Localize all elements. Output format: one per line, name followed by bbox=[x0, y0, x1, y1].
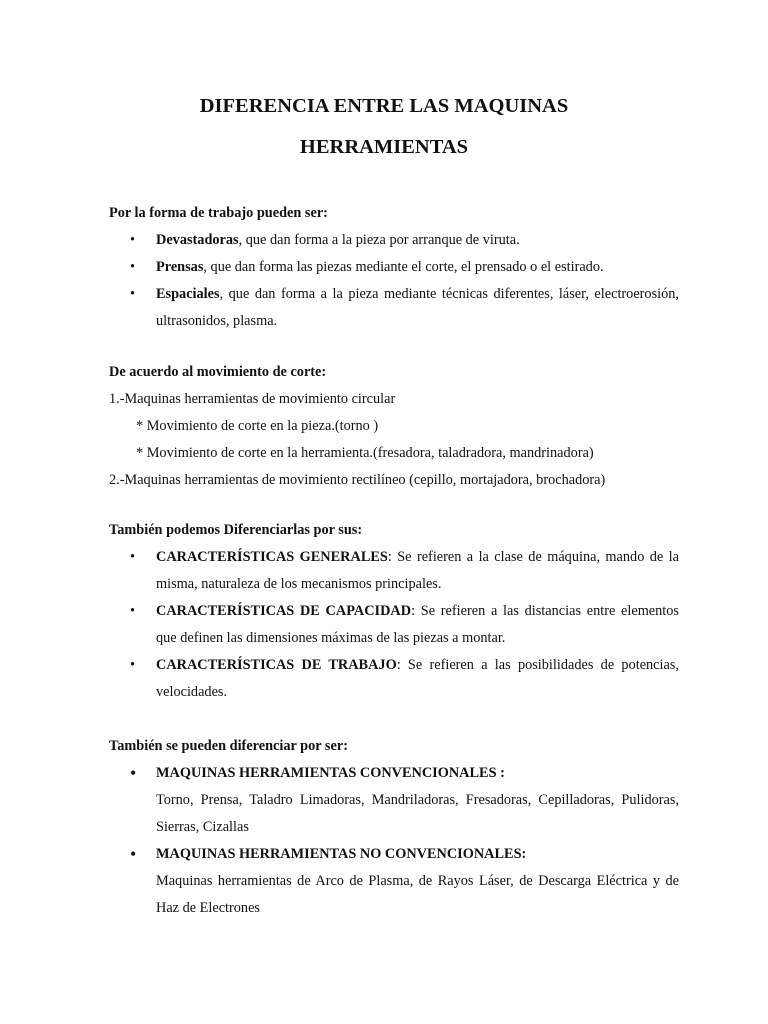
section-machine-types bbox=[109, 733, 679, 922]
list-item bbox=[109, 227, 679, 254]
list-item bbox=[109, 841, 679, 922]
section-heading: De acuerdo al movimiento de corte: bbox=[109, 364, 327, 380]
item-text: , que dan forma a la pieza por arranque de viruta. bbox=[238, 232, 520, 248]
document-title-line-1: DIFERENCIA ENTRE LAS MAQUINAS bbox=[199, 95, 569, 117]
item-text: : Se refieren a las distancias entre elementos que definen las dimensiones máximas de las piezas a montar. bbox=[156, 603, 679, 646]
bullet-list bbox=[109, 760, 679, 922]
item-term: Prensas bbox=[156, 259, 204, 275]
item-text: Maquinas herramientas de Arco de Plasma, de Rayos Láser, de Descarga Eléctrica y de Haz de Electrones bbox=[156, 873, 679, 916]
item-text: , que dan forma a la pieza mediante técnicas diferentes, láser, electroerosión, ultrasonidos, plasma. bbox=[156, 286, 679, 329]
section-heading: También podemos Diferenciarlas por sus: bbox=[109, 522, 363, 538]
list-item bbox=[109, 760, 679, 841]
item-text: : Se refieren a las posibilidades de potencias, velocidades. bbox=[156, 657, 679, 700]
paragraph-subline: * Movimiento de corte en la herramienta.(fresadora, taladradora, mandrinadora) bbox=[136, 445, 594, 461]
bullet-list bbox=[109, 544, 679, 706]
item-text: Torno, Prensa, Taladro Limadoras, Mandriladoras, Fresadoras, Cepilladoras, Pulidoras, Sierras, Cizallas bbox=[156, 792, 679, 835]
item-term: MAQUINAS HERRAMIENTAS CONVENCIONALES : bbox=[156, 765, 505, 781]
list-item bbox=[109, 281, 679, 335]
item-text: , que dan forma las piezas mediante el corte, el prensado o el estirado. bbox=[203, 259, 604, 275]
section-characteristics bbox=[109, 517, 679, 706]
item-term: CARACTERÍSTICAS DE CAPACIDAD bbox=[156, 603, 412, 619]
list-item bbox=[109, 652, 679, 706]
item-text: : Se refieren a la clase de máquina, mando de la misma, naturaleza de los mecanismos principales. bbox=[156, 549, 679, 592]
item-term: CARACTERÍSTICAS DE TRABAJO bbox=[156, 657, 397, 673]
list-item bbox=[109, 598, 679, 652]
item-term: Devastadoras bbox=[156, 232, 239, 248]
paragraph-subline: * Movimiento de corte en la pieza.(torno ) bbox=[136, 418, 379, 434]
paragraph-line: 2.-Maquinas herramientas de movimiento rectilíneo (cepillo, mortajadora, brochadora) bbox=[109, 472, 606, 488]
list-item bbox=[109, 544, 679, 598]
bullet-list bbox=[109, 227, 679, 335]
item-term: Espaciales bbox=[156, 286, 220, 302]
section-work-form bbox=[109, 200, 679, 335]
paragraph-line: 1.-Maquinas herramientas de movimiento circular bbox=[109, 391, 396, 407]
document-title-line-2: HERRAMIENTAS bbox=[299, 136, 469, 158]
list-item bbox=[109, 254, 679, 281]
section-heading: Por la forma de trabajo pueden ser: bbox=[109, 205, 328, 221]
item-term: CARACTERÍSTICAS GENERALES bbox=[156, 549, 388, 565]
section-heading: También se pueden diferenciar por ser: bbox=[109, 738, 348, 754]
item-term: MAQUINAS HERRAMIENTAS NO CONVENCIONALES: bbox=[156, 846, 527, 862]
section-cutting-movement bbox=[109, 359, 679, 494]
